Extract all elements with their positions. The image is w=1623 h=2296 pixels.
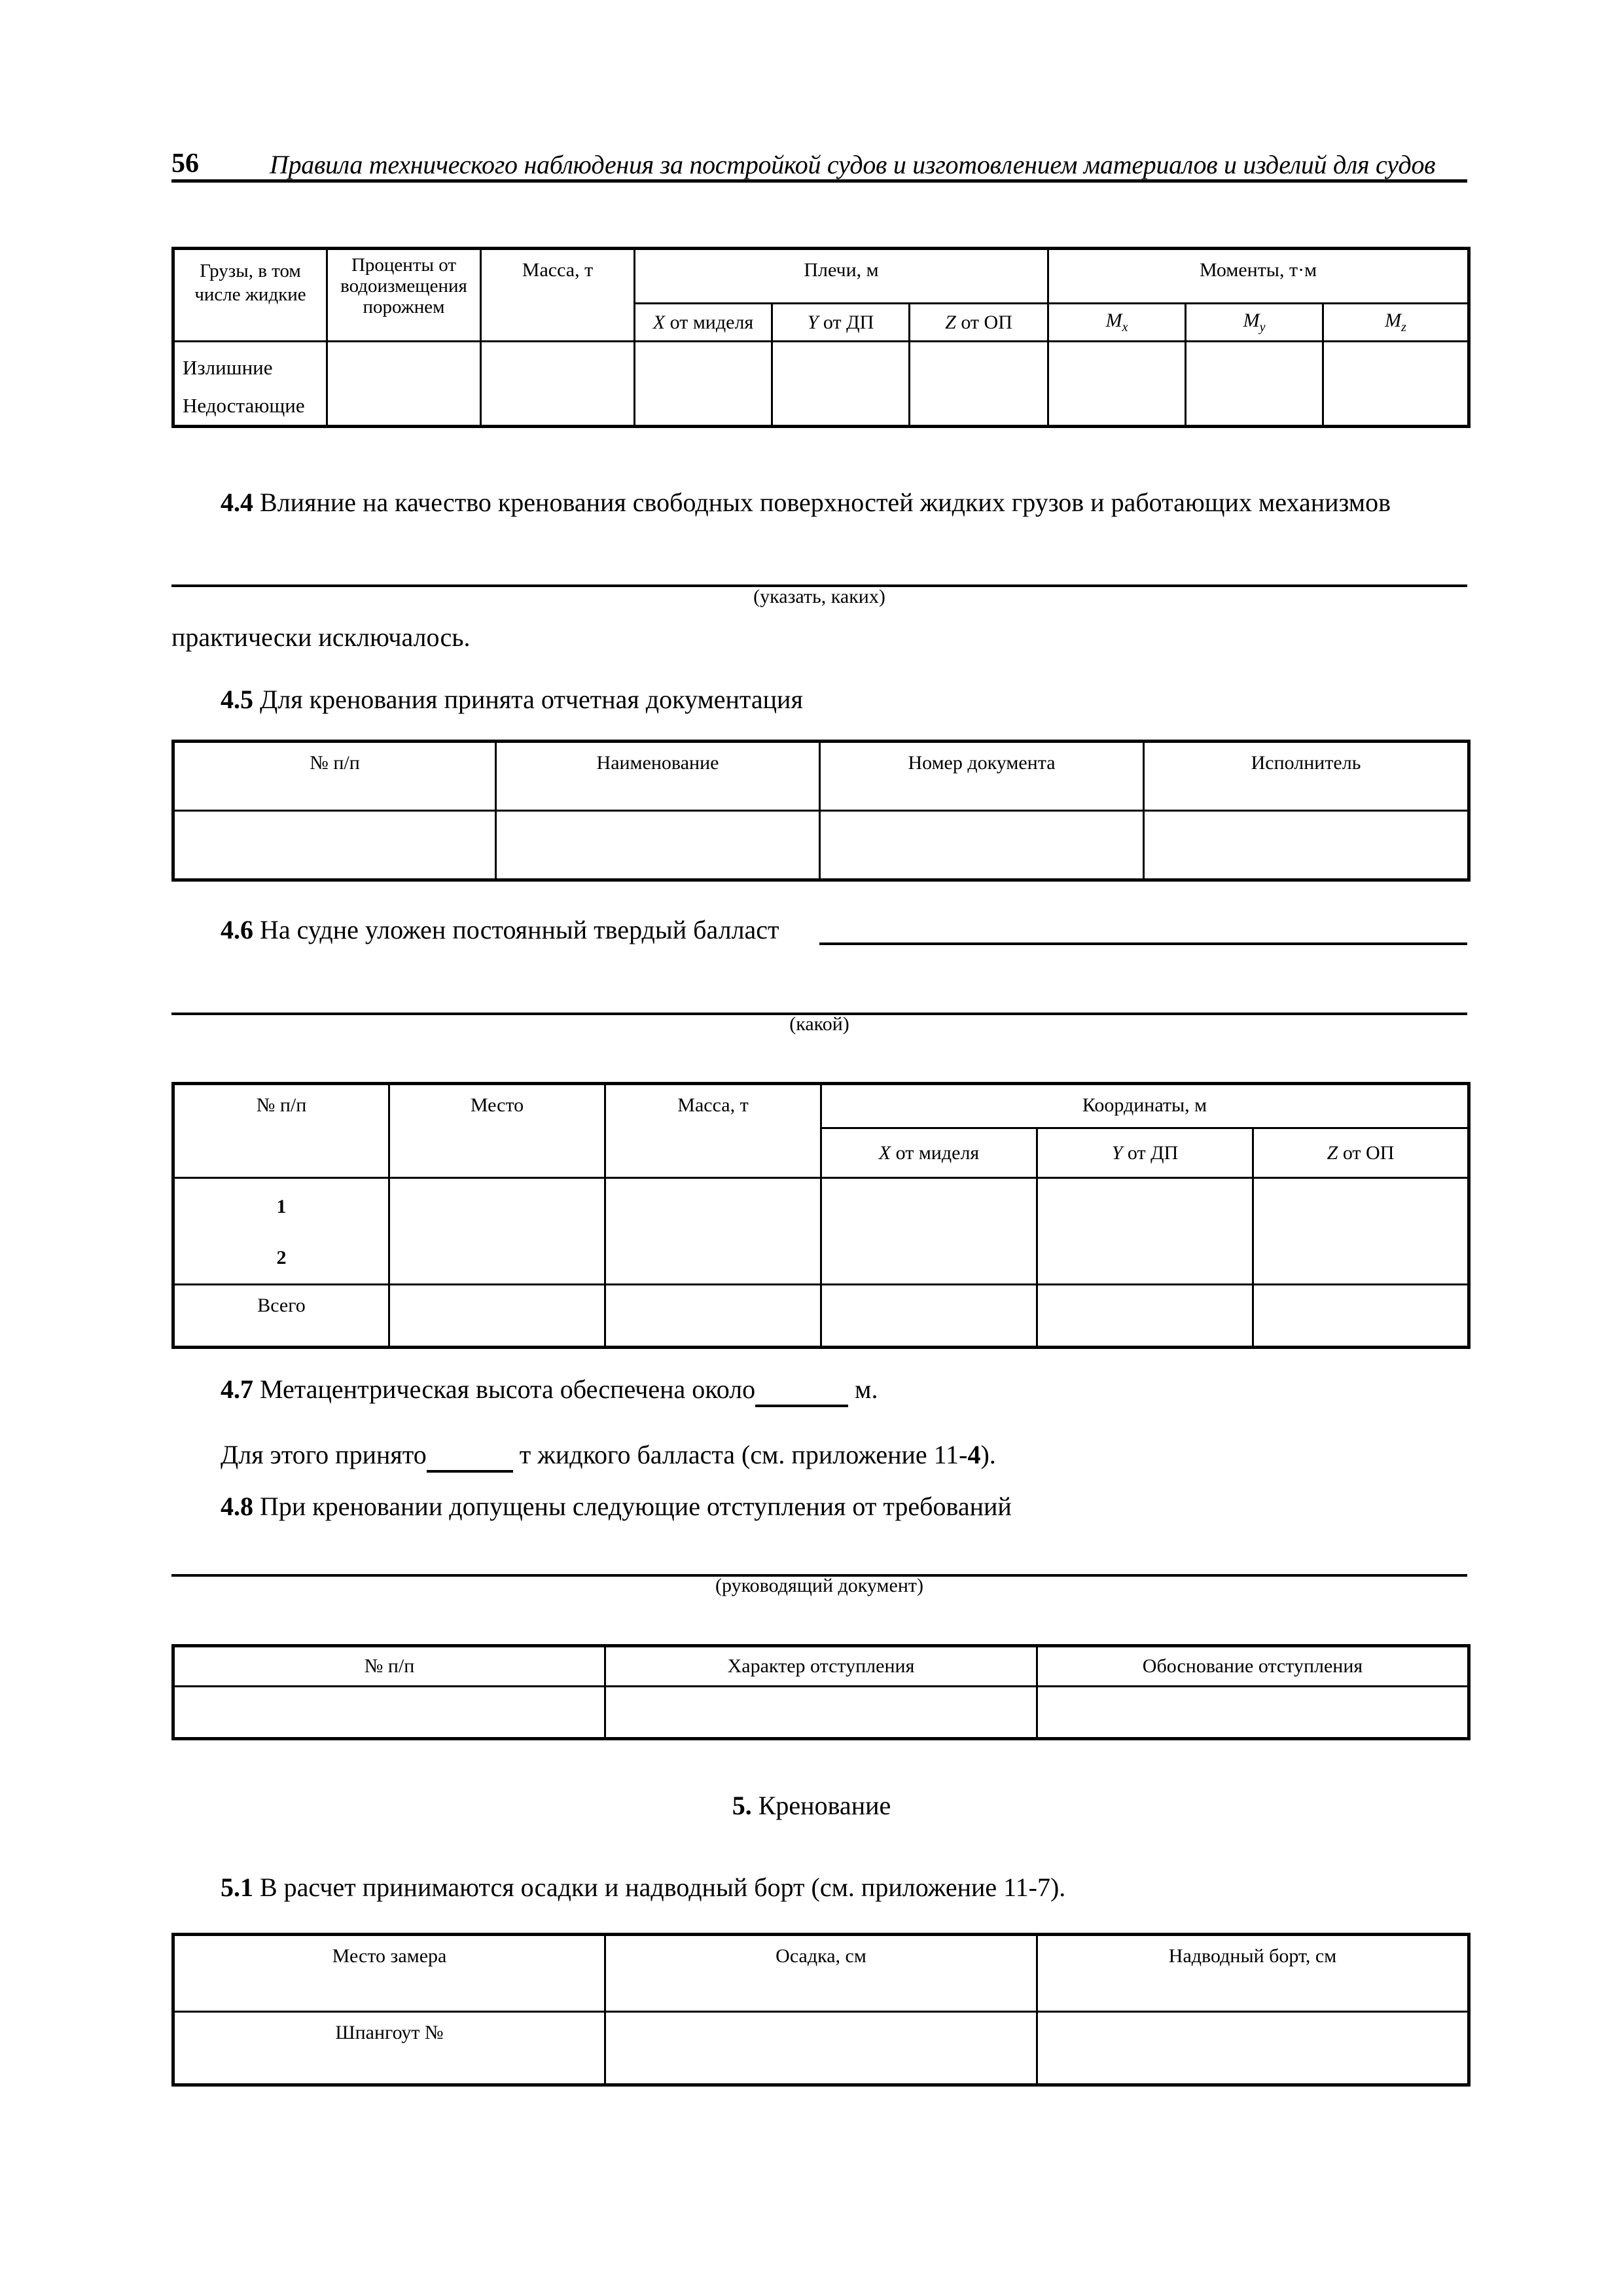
fill-line-4-6a[interactable] (819, 942, 1467, 945)
row-frame: Шпангоут № (173, 2012, 605, 2085)
para-4-5: 4.5 Для кренования принята отчетная документация (221, 685, 803, 714)
sub-z: Z от ОП (910, 304, 1048, 342)
col-arms: Плечи, м (635, 249, 1048, 304)
cargo-table (171, 247, 1471, 428)
cell[interactable] (1253, 1178, 1469, 1285)
drafts-table (171, 1933, 1471, 2087)
cell[interactable] (605, 1687, 1037, 1739)
header-no: № п/п (173, 742, 496, 811)
col-place: Место (389, 1084, 605, 1178)
running-title: Правила технического наблюдения за постройкой судов и изготовлением материалов и изделий для судов (270, 150, 1436, 179)
row-excess: Излишние (183, 356, 273, 379)
cell[interactable] (772, 342, 910, 427)
para-4-6: 4.6 На судне уложен постоянный твердый балласт (221, 915, 779, 944)
cell[interactable] (910, 342, 1048, 427)
row-1: 1 (276, 1196, 287, 1217)
col-moments: Моменты, т·м (1048, 249, 1469, 304)
sub-mz: $M_z$ (1323, 304, 1469, 342)
deviations-table (171, 1644, 1471, 1740)
row-missing: Недостающие (183, 394, 305, 417)
sub-mx: $M_x$ (1048, 304, 1186, 342)
para-5-1: 5.1 В расчет принимаются осадки и надводный борт (см. приложение 11-7). (221, 1873, 1066, 1902)
sub-my: $M_y$ (1186, 304, 1323, 342)
cell[interactable] (481, 342, 635, 427)
cargo-rows-label (173, 342, 327, 427)
cell[interactable] (1037, 1687, 1469, 1739)
para-4-7-b: Для этого принято т жидкого балласта (см. приложение 11-4). (221, 1439, 996, 1473)
cell[interactable] (1323, 342, 1469, 427)
cell[interactable] (1253, 1285, 1469, 1348)
sub-x: X от миделя (821, 1128, 1037, 1178)
blank-ballast[interactable] (427, 1439, 513, 1473)
col-mass: Масса, т (605, 1084, 821, 1178)
cell[interactable] (605, 1178, 821, 1285)
para-4-4: 4.4 Влияние на качество кренования свободных поверхностей жидких грузов и работающих механизмов (221, 488, 1391, 517)
blank-metacentric[interactable] (755, 1374, 848, 1407)
header-doc-number: Номер документа (820, 742, 1144, 811)
caption-4-8: (руководящий документ) (715, 1575, 923, 1596)
sub-x: X от миделя (635, 304, 772, 342)
cell[interactable] (821, 1285, 1037, 1348)
col-percent: Проценты от водоизмещения порожнем (327, 249, 481, 342)
cell[interactable] (635, 342, 772, 427)
sub-y: Y от ДП (772, 304, 910, 342)
sub-z: Z от ОП (1253, 1128, 1469, 1178)
para-4-4-cont: практически исключалось. (171, 622, 471, 652)
documentation-table (171, 740, 1471, 882)
col-no: № п/п (173, 1084, 389, 1178)
cell[interactable] (1037, 2012, 1469, 2085)
cell[interactable] (1186, 342, 1323, 427)
cell[interactable] (173, 1687, 605, 1739)
header-executor: Исполнитель (1144, 742, 1469, 811)
cell[interactable] (389, 1285, 605, 1348)
cell[interactable] (1037, 1178, 1253, 1285)
cell[interactable] (820, 811, 1144, 880)
page-number: 56 (171, 149, 199, 179)
running-header (171, 145, 1467, 183)
header-justification: Обоснование отступления (1037, 1646, 1469, 1687)
cell[interactable] (1048, 342, 1186, 427)
row-2: 2 (276, 1247, 287, 1268)
header-freeboard: Надводный борт, см (1037, 1935, 1469, 2012)
header-place: Место замера (173, 1935, 605, 2012)
header-name: Наименование (496, 742, 820, 811)
header-nature: Характер отступления (605, 1646, 1037, 1687)
row-total: Всего (173, 1285, 389, 1348)
row-numbers (173, 1178, 389, 1285)
ballast-table (171, 1082, 1471, 1349)
col-cargo: Грузы, в том числе жидкие (173, 249, 327, 342)
section-5-title: 5. Кренование (732, 1791, 891, 1820)
header-no: № п/п (173, 1646, 605, 1687)
cell[interactable] (496, 811, 820, 880)
caption-4-4: (указать, каких) (753, 586, 885, 607)
header-draft: Осадка, см (605, 1935, 1037, 2012)
col-mass: Масса, т (481, 249, 635, 342)
col-coords: Координаты, м (821, 1084, 1469, 1128)
caption-4-6: (какой) (789, 1013, 849, 1035)
cell[interactable] (327, 342, 481, 427)
cell[interactable] (821, 1178, 1037, 1285)
cell[interactable] (173, 811, 496, 880)
cell[interactable] (1037, 1285, 1253, 1348)
cell[interactable] (1144, 811, 1469, 880)
cell[interactable] (605, 1285, 821, 1348)
sub-y: Y от ДП (1037, 1128, 1253, 1178)
cell[interactable] (389, 1178, 605, 1285)
para-4-8: 4.8 При креновании допущены следующие отступления от требований (221, 1492, 1012, 1521)
cell[interactable] (605, 2012, 1037, 2085)
para-4-7: 4.7 Метацентрическая высота обеспечена около м. (221, 1374, 878, 1407)
